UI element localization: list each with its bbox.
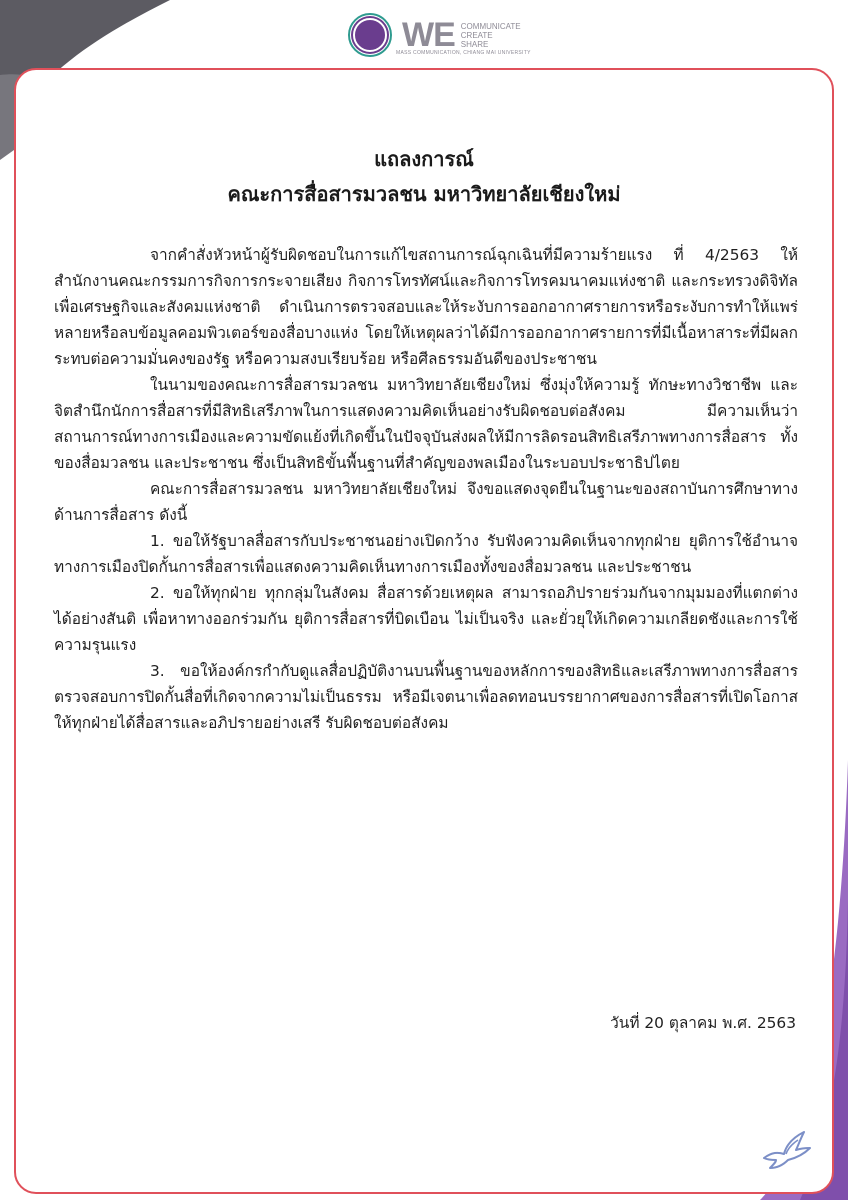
paragraph: 2. ขอให้ทุกฝ่าย ทุกกลุ่มในสังคม สื่อสารด้วยเหตุผล สามารถอภิปรายร่วมกันจากมุมมองที่แตกต่างได้อย่างสันติ เพื่อหาทางออกร่วมกัน ยุติการสื่อสารที่บิดเบือน ไม่เป็นจริง และยั่วยุให้เกิดความเกลียดชังและการใช้ความรุนแรง xyxy=(54,584,798,654)
brand-tagline xyxy=(461,22,521,49)
paragraph: ในนามของคณะการสื่อสารมวลชน มหาวิทยาลัยเชียงใหม่ ซึ่งมุ่งให้ความรู้ ทักษะทางวิชาชีพ และจิตสำนึกนักการสื่อสารที่มีสิทธิเสรีภาพในการแสดงความคิดเห็นอย่างรับผิดชอบต่อสังคม มีความเห็นว่าสถานการณ์ทางการเมืองและความขัดแย้งที่เกิดขึ้นในปัจจุบันส่งผลให้มีการลิดรอนสิทธิเสรีภาพทางการสื่อสาร ทั้งของสื่อมวลชน และประชาชน ซึ่งเป็นสิทธิขั้นพื้นฐานที่สำคัญของพลเมืองในระบอบประชาธิปไตย xyxy=(54,376,798,472)
statement-date: วันที่ 20 ตุลาคม พ.ศ. 2563 xyxy=(610,1014,796,1032)
tagline-communicate: COMMUNICATE xyxy=(460,21,521,31)
brand-logo xyxy=(402,18,521,52)
tagline-share: SHARE xyxy=(460,39,489,49)
paragraph: 1. ขอให้รัฐบาลสื่อสารกับประชาชนอย่างเปิดกว้าง รับฟังความคิดเห็นจากทุกฝ่าย ยุติการใช้อำนาจทางการเมืองปิดกั้นการสื่อสารเพื่อแสดงความคิดเห็นทางการเมืองทั้งของสื่อมวลชน และประชาชน xyxy=(54,532,798,576)
brand-subtitle: MASS COMMUNICATION, CHIANG MAI UNIVERSITY xyxy=(396,50,531,56)
paragraph: จากคำสั่งหัวหน้าผู้รับผิดชอบในการแก้ไขสถานการณ์ฉุกเฉินที่มีความร้ายแรง ที่ 4/2563 ให้สำนักงานคณะกรรมการกิจการกระจายเสียง กิจการโทรทัศน์และกิจการโทรคมนาคมแห่งชาติ และกระทรวงดิจิทัลเพื่อเศรษฐกิจและสังคมแห่งชาติ ดำเนินการตรวจสอบและให้ระงับการออกอากาศรายการหรือระงับการทำให้แพร่หลายหรือลบข้อมูลคอมพิวเตอร์ของสื่อบางแห่ง โดยให้เหตุผลว่าได้มีการออกอากาศรายการที่มีเนื้อหาสาระที่มีผลกระทบต่อความมั่นคงของรัฐ หรือความสงบเรียบร้อย หรือศีลธรรมอันดีของประชาชน xyxy=(54,246,798,368)
document-title: แถลงการณ์ xyxy=(374,147,474,171)
paragraph: 3. ขอให้องค์กรกำกับดูแลสื่อปฏิบัติงานบนพื้นฐานของหลักการของสิทธิและเสรีภาพทางการสื่อสาร ตรวจสอบการปิดกั้นสื่อที่เกิดจากความไม่เป็นธรรม หรือมีเจตนาเพื่อลดทอนบรรยากาศของการสื่อสารที่เปิดโอกาสให้ทุกฝ่ายได้สื่อสารและอภิปรายอย่างเสรี รับผิดชอบต่อสังคม xyxy=(54,662,798,732)
statement-body xyxy=(54,242,798,736)
brand-name: WE xyxy=(402,16,455,54)
dove-icon xyxy=(758,1118,814,1174)
university-seal-icon xyxy=(348,13,392,57)
tagline-create: CREATE xyxy=(460,30,493,40)
document-subtitle: คณะการสื่อสารมวลชน มหาวิทยาลัยเชียงใหม่ xyxy=(227,182,621,206)
paragraph: คณะการสื่อสารมวลชน มหาวิทยาลัยเชียงใหม่ จึงขอแสดงจุดยืนในฐานะของสถาบันการศึกษาทางด้านการสื่อสาร ดังนี้ xyxy=(54,480,798,524)
